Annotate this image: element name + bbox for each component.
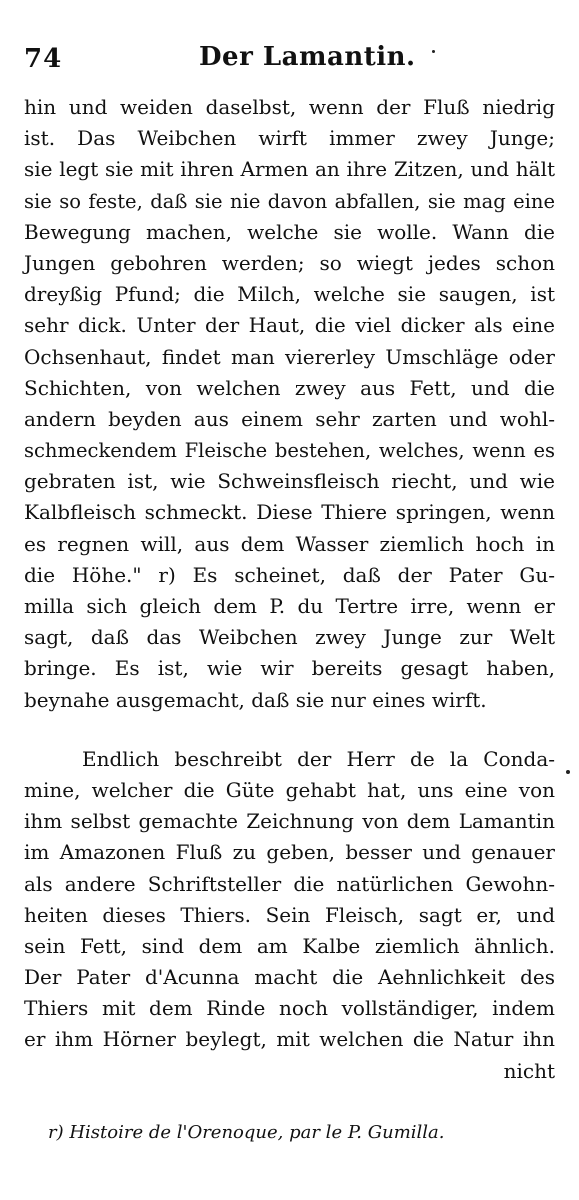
text-line: andern beyden aus einem sehr zarten und wohl- [24, 406, 555, 431]
text-line: er ihm Hörner beylegt, mit welchen die Natur ihn [24, 1027, 555, 1052]
text-line: sie legt sie mit ihren Armen an ihre Zitzen, und hält [24, 157, 555, 182]
text-line: Jungen gebohren werden; so wiegt jedes schon [24, 250, 555, 275]
page-number: 74 [24, 44, 63, 74]
text-line: als andere Schriftsteller die natürlichen Gewohn- [24, 871, 555, 896]
text-line: Endlich beschreibt der Herr de la Conda- [82, 746, 555, 771]
text-line: hin und weiden daselbst, wenn der Fluß niedrig [24, 95, 555, 119]
text-line: die Höhe." r) Es scheinet, daß der Pater Gu- [24, 562, 555, 587]
text-line: dreyßig Pfund; die Milch, welche sie saugen, ist [24, 282, 555, 307]
text-line: gebraten ist, wie Schweinsfleisch riecht, und wie [24, 469, 555, 494]
ink-speck [566, 770, 570, 774]
text-line: ihm selbst gemachte Zeichnung von dem Lamantin [24, 809, 555, 834]
text-line: Kalbfleisch schmeckt. Diese Thiere springen, wenn [24, 500, 555, 525]
text-line: sehr dick. Unter der Haut, die viel dicker als eine [24, 313, 555, 338]
text-line: heiten dieses Thiers. Sein Fleisch, sagt er, und [24, 902, 555, 927]
text-line: beynahe ausgemacht, daß sie nur eines wirft. [24, 687, 487, 712]
text-line: bringe. Es ist, wie wir bereits gesagt haben, [24, 656, 555, 681]
text-line: ist. Das Weibchen wirft immer zwey Junge; [24, 126, 555, 151]
page-header [24, 38, 555, 80]
text-line: mine, welcher die Güte gehabt hat, uns eine von [24, 777, 555, 802]
text-line: es regnen will, aus dem Wasser ziemlich hoch in [24, 531, 555, 556]
running-head: Der Lamantin. [199, 42, 416, 72]
footnote: r) Histoire de l'Orenoque, par le P. Gumilla. [48, 1122, 445, 1143]
paragraph-2 [24, 744, 555, 1087]
text-line: sein Fett, sind dem am Kalbe ziemlich ähnlich. [24, 933, 555, 958]
ink-speck [432, 50, 435, 53]
paragraph-1 [24, 92, 555, 716]
text-line: Der Pater d'Acunna macht die Aehnlichkeit des [24, 965, 555, 990]
text-line: sie so feste, daß sie nie davon abfallen, sie mag eine [24, 189, 555, 213]
main-text [24, 92, 555, 1087]
text-line: Ochsenhaut, findet man viererley Umschläge oder [24, 344, 555, 369]
text-line: Thiers mit dem Rinde noch vollständiger, indem [24, 996, 555, 1021]
text-line: Bewegung machen, welche sie wolle. Wann die [24, 219, 555, 244]
text-line: im Amazonen Fluß zu geben, besser und genauer [24, 840, 555, 865]
text-line: schmeckendem Fleische bestehen, welches, wenn es [24, 439, 555, 463]
text-line: Schichten, von welchen zwey aus Fett, und die [24, 375, 555, 400]
text-line: milla sich gleich dem P. du Tertre irre, wenn er [24, 594, 555, 618]
catchword: nicht [503, 1058, 555, 1083]
text-line: sagt, daß das Weibchen zwey Junge zur Welt [24, 625, 555, 650]
